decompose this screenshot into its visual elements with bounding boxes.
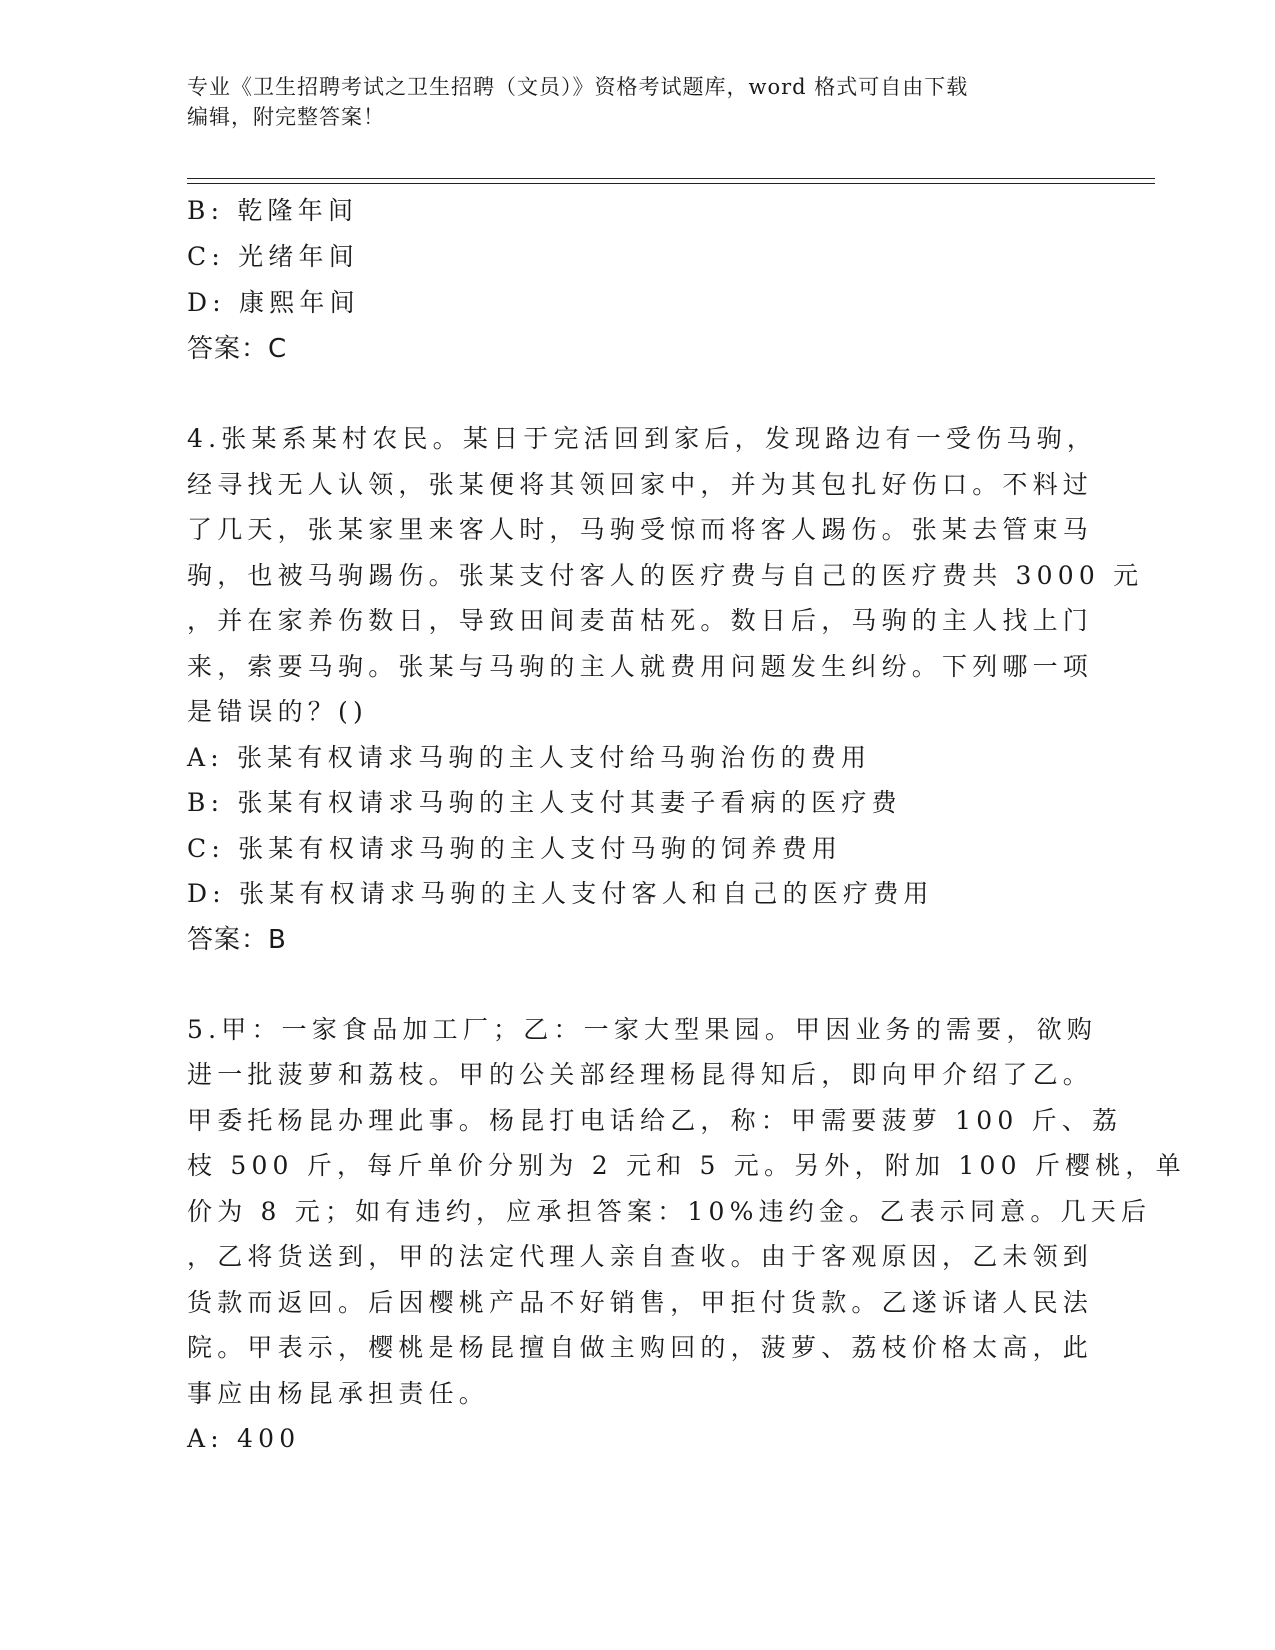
question-stem-line: 了几天，张某家里来客人时，马驹受惊而将客人踢伤。张某去管束马 bbox=[187, 515, 1094, 544]
option-a: A: 400 bbox=[187, 1424, 301, 1453]
answer-label: 答案：B bbox=[187, 924, 287, 955]
answer-label: 答案：C bbox=[187, 334, 288, 364]
option-a: A: 张某有权请求马驹的主人支付给马驹治伤的费用 bbox=[187, 742, 872, 772]
header-line-2: 编辑，附完整答案！ bbox=[187, 105, 385, 129]
option-c: C: 张某有权请求马驹的主人支付马驹的饲养费用 bbox=[187, 833, 843, 863]
option-d: D: 康熙年间 bbox=[187, 288, 360, 317]
question-stem-line: 是错误的？() bbox=[187, 697, 368, 726]
spacer bbox=[187, 963, 1077, 1007]
question-stem-line: 事应由杨昆承担责任。 bbox=[187, 1378, 490, 1408]
header-divider-bottom bbox=[187, 183, 1155, 184]
question-stem-line: 进一批菠萝和荔枝。甲的公关部经理杨昆得知后，即向甲介绍了乙。 bbox=[187, 1060, 1094, 1089]
option-b: B: 乾隆年间 bbox=[187, 196, 359, 225]
question-5 bbox=[187, 1007, 1186, 1462]
question-3-continued bbox=[187, 188, 1077, 372]
question-stem-line: 来，索要马驹。张某与马驹的主人就费用问题发生纠纷。下列哪一项 bbox=[187, 651, 1094, 681]
question-stem-line: 5.甲：一家食品加工厂；乙：一家大型果园。甲因业务的需要，欲购 bbox=[187, 1014, 1098, 1044]
question-stem-line: ，乙将货送到，甲的法定代理人亲自查收。由于客观原因，乙未领到 bbox=[187, 1242, 1094, 1271]
question-stem-line: 甲委托杨昆办理此事。杨昆打电话给乙，称：甲需要菠萝 100 斤、荔 bbox=[187, 1105, 1123, 1135]
document-header bbox=[187, 72, 1067, 132]
question-content bbox=[187, 188, 1186, 1462]
question-stem-line: 驹，也被马驹踢伤。张某支付客人的医疗费与自己的医疗费共 3000 元 bbox=[187, 560, 1144, 590]
question-stem-line: 枝 500 斤，每斤单价分别为 2 元和 5 元。另外，附加 100 斤樱桃，单 bbox=[187, 1151, 1186, 1180]
option-b: B: 张某有权请求马驹的主人支付其妻子看病的医疗费 bbox=[187, 788, 902, 817]
spacer bbox=[187, 372, 1077, 416]
option-d: D: 张某有权请求马驹的主人支付客人和自己的医疗费用 bbox=[187, 879, 934, 908]
question-stem-line: 院。甲表示，樱桃是杨昆擅自做主购回的，菠萝、荔枝价格太高，此 bbox=[187, 1333, 1094, 1362]
header-divider-top bbox=[187, 178, 1155, 179]
question-stem-line: 4.张某系某村农民。某日于完活回到家后，发现路边有一受伤马驹， bbox=[187, 424, 1098, 453]
question-stem-line: 经寻找无人认领，张某便将其领回家中，并为其包扎好伤口。不料过 bbox=[187, 469, 1094, 499]
question-stem-line: ，并在家养伤数日，导致田间麦苗枯死。数日后，马驹的主人找上门 bbox=[187, 606, 1094, 635]
question-stem-line: 货款而返回。后因樱桃产品不好销售，甲拒付货款。乙遂诉诸人民法 bbox=[187, 1287, 1094, 1317]
question-4 bbox=[187, 416, 1144, 963]
option-c: C: 光绪年间 bbox=[187, 242, 359, 271]
header-line-1: 专业《卫生招聘考试之卫生招聘（文员）》资格考试题库，word 格式可自由下载 bbox=[187, 75, 969, 99]
question-stem-line: 价为 8 元；如有违约，应承担答案：10%违约金。乙表示同意。几天后 bbox=[187, 1196, 1152, 1226]
